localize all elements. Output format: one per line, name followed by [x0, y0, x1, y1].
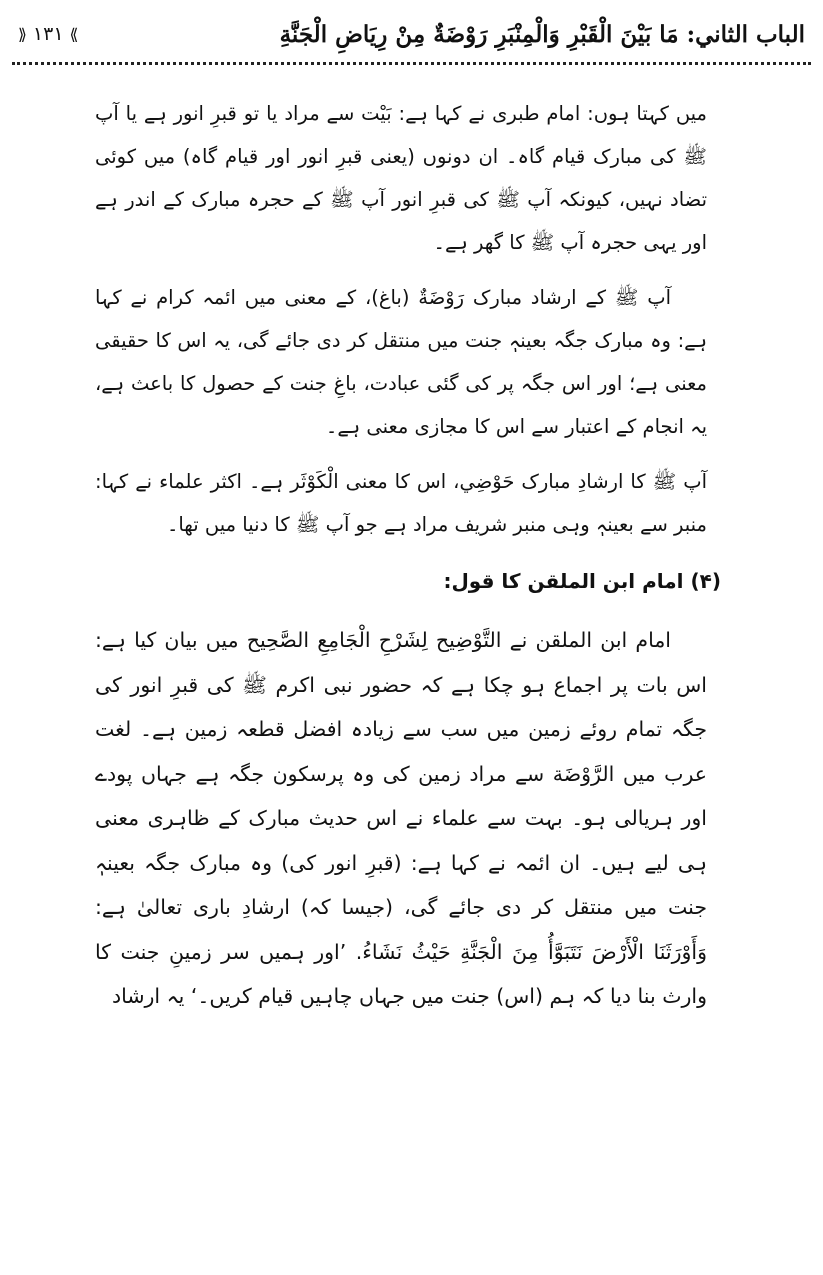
- ornament-right-icon: ⟫: [69, 24, 79, 44]
- paragraph-2: آپ ﷺ کے ارشاد مبارک رَوْضَةٌ (باغ)، کے معنی میں ائمہ کرام نے کہا ہے: وہ مبارک جگہ بعینہٖ جنت میں منتقل کر دی جائے گی، یہ اس کا حقیقی معنی ہے؛ اور اس جگہ پر کی گئی عبادت، باغِ جنت کے حصول کا باعث ہے، یہ انجام کے اعتبار سے اس کا مجازی معنی ہے۔: [95, 286, 707, 438]
- page-number-value: ١٣١: [32, 23, 64, 45]
- chapter-title: الباب الثاني: مَا بَيْنَ الْقَبْرِ وَالْمِنْبَرِ رَوْضَةٌ مِنْ رِيَاضِ الْجَنَّةِ: [279, 20, 805, 48]
- section-paragraph: امام ابن الملقن نے التَّوْضِيح لِشَرْحِ الْجَامِعِ الصَّحِيح میں بیان کیا ہے: اس بات پر اجماع ہو چکا ہے کہ حضور نبی اکرم ﷺ کی قبرِ انور کی جگہ تمام روئے زمین میں سب سے زیادہ افضل قطعہ زمین ہے۔ لغت عرب میں الرَّوْضَة سے مراد زمین کی وہ پرسکون جگہ ہے جہاں پودے اور ہریالی ہو۔ بہت سے علماء نے اس حدیث مبارک کے ظاہری معنی ہی لیے ہیں۔ ان ائمہ نے کہا ہے: (قبرِ انور کی) وہ مبارک جگہ بعینہٖ جنت میں منتقل کر دی جائے گی، (جیسا کہ) ارشادِ باری تعالیٰ ہے: وَأَوْرَثَنَا الْأَرْضَ نَتَبَوَّأُ مِنَ الْجَنَّةِ حَيْثُ نَشَاءُ. ’اور ہمیں سر زمینِ جنت کا وارث بنا دیا کہ ہم (اس) جنت میں جہاں چاہیں قیام کریں۔‘ یہ ارشاد: [95, 628, 707, 1008]
- page-header: [18, 14, 805, 54]
- ornament-left-icon: ⟪: [18, 24, 27, 44]
- page-number: [18, 23, 78, 45]
- paragraph-1: میں کہتا ہوں: امام طبری نے کہا ہے: بَیْت سے مراد یا تو قبرِ انور ہے یا آپ ﷺ کی مبارک قیام گاہ۔ ان دونوں (یعنی قبرِ انور اور قیام گاہ) میں کوئی تضاد نہیں، کیونکہ آپ ﷺ کی قبرِ انور آپ ﷺ کے حجرہ مبارک کے اندر ہے اور یہی حجرہ آپ ﷺ کا گھر ہے۔: [95, 102, 707, 254]
- section-heading: (۴) امام ابن الملقن کا قول:: [443, 569, 721, 593]
- paragraph-3: آپ ﷺ کا ارشادِ مبارک حَوْضِي، اس کا معنی الْكَوْثَر ہے۔ اکثر علماء نے کہا: منبر سے بعینہٖ وہی منبر شریف مراد ہے جو آپ ﷺ کا دنیا میں تھا۔: [95, 470, 707, 536]
- page-body: [95, 92, 721, 1031]
- header-divider: [12, 62, 811, 65]
